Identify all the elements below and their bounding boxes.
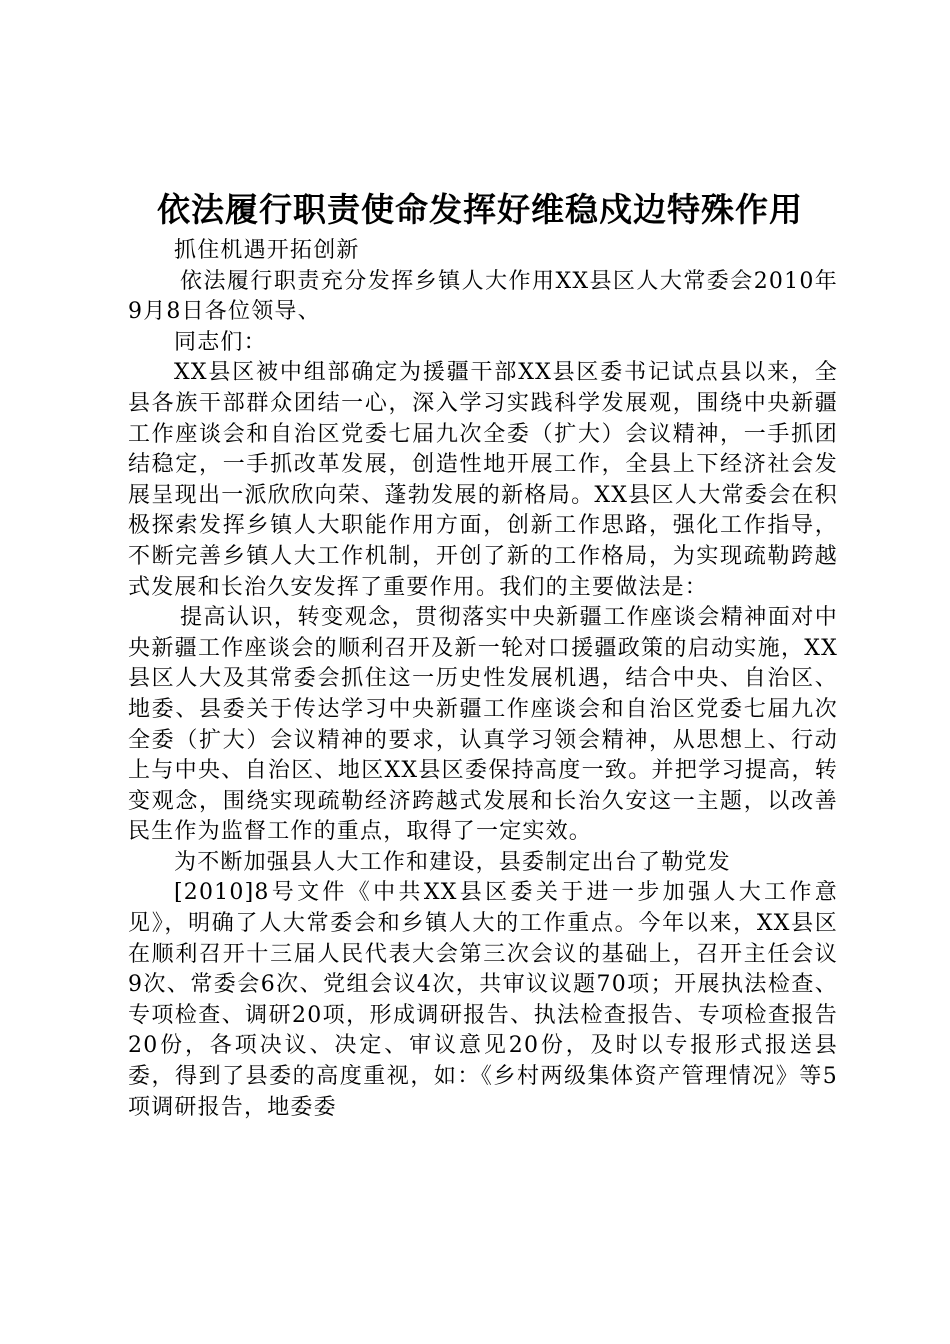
document-body	[128, 236, 838, 1123]
paragraph-intro: XX县区被中组部确定为援疆干部XX县区委书记试点县以来，全县各族干部群众团结一心，深入学习实践科学发展观，围绕中央新疆工作座谈会和自治区党委七届九次全委（扩大）会议精神，一手抓团结稳定，一手抓改革发展，创造性地开展工作，全县上下经济社会发展呈现出一派欣欣向荣、蓬勃发展的新格局。XX县区人大常委会在积极探索发挥乡镇人大职能作用方面，创新工作思路，强化工作指导，不断完善乡镇人大工作机制，开创了新的工作格局，为实现疏勒跨越式发展和长治久安发挥了重要作用。我们的主要做法是：	[128, 360, 838, 600]
paragraph-heading-line: 依法履行职责充分发挥乡镇人大作用XX县区人大常委会2010年9月8日各位领导、	[128, 268, 838, 325]
document-title: 依法履行职责使命发挥好维稳戍边特殊作用	[157, 190, 803, 229]
paragraph-section-2-body: [2010]8号文件《中共XX县区委关于进一步加强人大工作意见》，明确了人大常委会和乡镇人大的工作重点。今年以来，XX县区在顺利召开十三届人民代表大会第三次会议的基础上，召开主任会议9次、常委会6次、党组会议4次，共审议议题70项；开展执法检查、专项检查、调研20项，形成调研报告、执法检查报告、专项检查报告20份，各项决议、决定、审议意见20份，及时以专报形式报送县委，得到了县委的高度重视，如：《乡村两级集体资产管理情况》等5项调研报告，地委委	[128, 880, 838, 1120]
paragraph-subtitle: 抓住机遇开拓创新	[174, 238, 360, 263]
paragraph-salutation: 同志们：	[174, 329, 267, 355]
paragraph-section-1: 提高认识，转变观念，贯彻落实中央新疆工作座谈会精神面对中央新疆工作座谈会的顺利召开及新一轮对口援疆政策的启动实施，XX县区人大及其常委会抓住这一历史性发展机遇，结合中央、自治区、地委、县委关于传达学习中央新疆工作座谈会和自治区党委七届九次全委（扩大）会议精神的要求，认真学习领会精神，从思想上、行动上与中央、自治区、地区XX县区委保持高度一致。并把学习提高，转变观念，围绕实现疏勒经济跨越式发展和长治久安这一主题，以改善民生作为监督工作的重点，取得了一定实效。	[128, 605, 838, 845]
paragraph-section-2-lead: 为不断加强县人大工作和建设，县委制定出台了勒党发	[174, 849, 731, 875]
